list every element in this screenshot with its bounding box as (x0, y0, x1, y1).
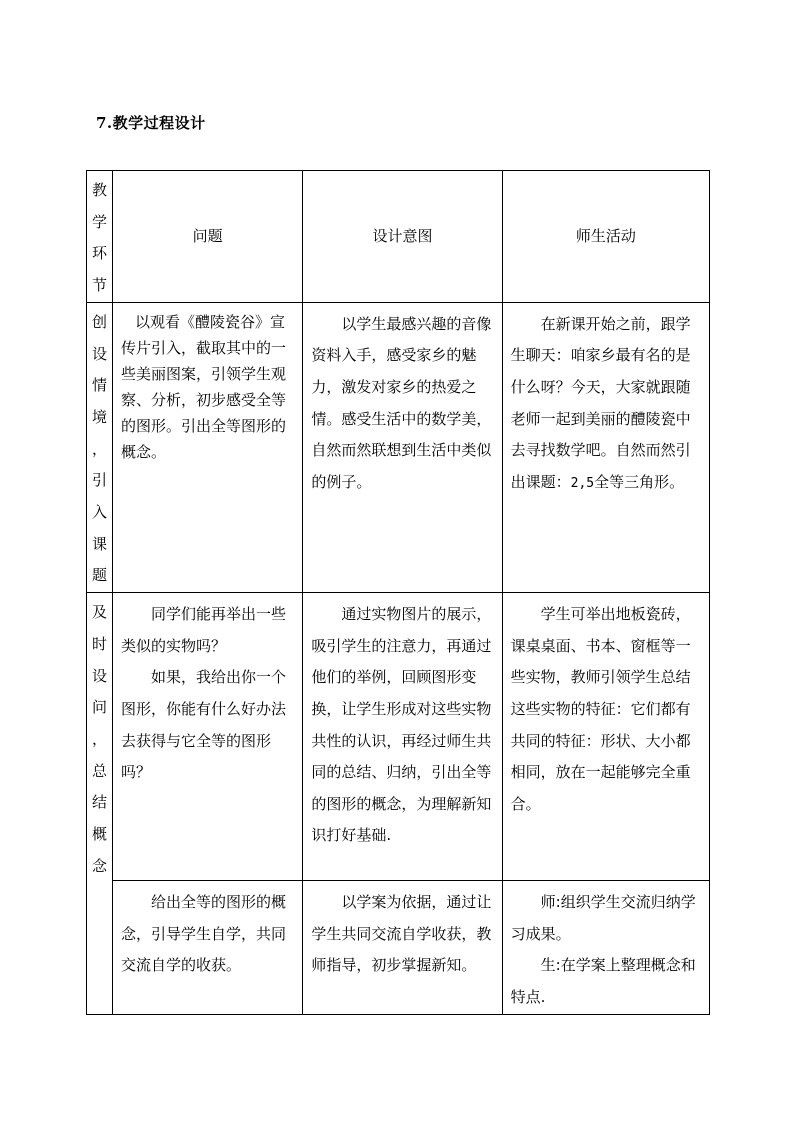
table-row (87, 302, 710, 592)
header-row (87, 171, 710, 303)
intent-cell (303, 302, 502, 592)
activity-cell (502, 593, 709, 881)
stage-cell (87, 302, 113, 592)
stage-cell (87, 593, 113, 1014)
activity-cell (502, 881, 709, 1014)
question-cell (113, 302, 303, 592)
activity-text-p2: 生:在学案上整理概念和特点. (510, 956, 696, 1006)
teaching-process-table (86, 170, 710, 1015)
question-text-p2: 如果，我给出你一个图形，你能有什么好办法去获得与它全等的图形吗？ (121, 668, 287, 782)
activity-text-part2: 全等三角形。 (594, 472, 685, 491)
intent-text: 通过实物图片的展示，吸引学生的注意力，再通过他们的举例，回顾图形变换，让学生形成对这些实物共性的认识，再经过师生共同的总结、归纳，引出全等的图形的概念，为理解新知识打好基础. (311, 605, 492, 845)
table-row (87, 593, 710, 881)
activity-text-p1: 师:组织学生交流归纳学习成果。 (510, 893, 696, 943)
intent-text: 以学生最感兴趣的音像资料入手，感受家乡的魅力，激发对家乡的热爱之情。感受生活中的数学美，自然而然联想到生活中类似的例子。 (311, 314, 492, 491)
question-text-p1: 同学们能再举出一些类似的实物吗？ (121, 605, 287, 655)
question-text: 给出全等的图形的概念，引导学生自学，共同交流自学的收获。 (121, 893, 287, 975)
activity-number: 2,5 (570, 475, 595, 491)
header-activity: 师生活动 (502, 171, 709, 303)
question-cell (113, 593, 303, 881)
header-stage (87, 171, 113, 303)
header-intent: 设计意图 (303, 171, 502, 303)
activity-cell (502, 302, 709, 592)
stage-text: 及 时 设 问 ， 总 结 概 念 (92, 603, 108, 875)
header-question: 问题 (113, 171, 303, 303)
header-stage-text: 教 学 环 节 (92, 181, 108, 295)
question-text: 以观看《醴陵瓷谷》宣传片引入，截取其中的一些美丽图案，引领学生观察、分析，初步感受全等的图形。引出全等图形的概念。 (121, 312, 287, 461)
activity-text-part1: 在新课开始之前，跟学生聊天：咱家乡最有名的是什么呀？今天，大家就跟随老师一起到美丽的醴陵瓷中去寻找数学吧。自然而然引出课题： (510, 314, 691, 491)
intent-cell (303, 881, 502, 1014)
activity-text: 学生可举出地板瓷砖，课桌桌面、书本、窗框等一些实物，教师引领学生总结这些实物的特征：它们都有共同的特征：形状、大小都相同，放在一起能够完全重合。 (510, 605, 691, 813)
table-row (87, 881, 710, 1014)
question-cell (113, 881, 303, 1014)
section-heading: 7.教学过程设计 (96, 114, 206, 132)
stage-text: 创 设 情 境 ， 引 入 课 题 (92, 312, 108, 585)
intent-text: 以学案为依据，通过让学生共同交流自学收获，教师指导，初步掌握新知。 (311, 893, 492, 975)
intent-cell (303, 593, 502, 881)
activity-text (511, 309, 701, 500)
